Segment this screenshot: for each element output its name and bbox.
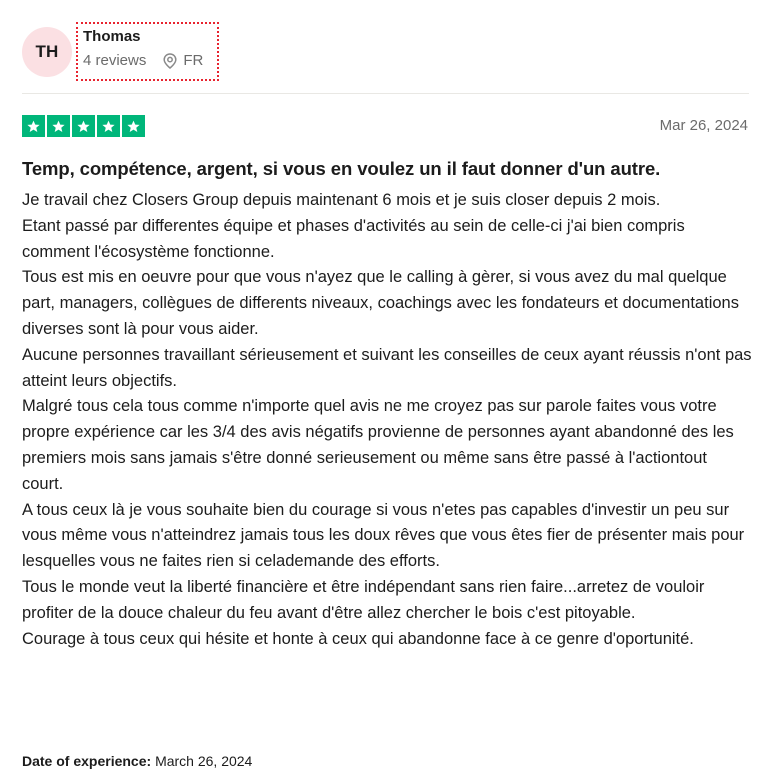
star-icon bbox=[47, 115, 70, 137]
location bbox=[163, 51, 203, 71]
header-divider bbox=[22, 93, 749, 94]
avatar[interactable] bbox=[22, 27, 72, 77]
experience-date: March 26, 2024 bbox=[155, 753, 253, 769]
star-icon bbox=[122, 115, 145, 137]
date-of-experience bbox=[22, 751, 252, 771]
review-title[interactable]: Temp, compétence, argent, si vous en voulez un il faut donner d'un autre. bbox=[22, 158, 661, 179]
consumer-header bbox=[22, 22, 219, 81]
star-rating bbox=[22, 115, 147, 137]
country-code: FR bbox=[183, 52, 204, 69]
avatar-initials: TH bbox=[35, 41, 59, 61]
review-paragraph: Tous le monde veut la liberté financière et être indépendant sans rien faire...arretez de vouloir profiter de la douce chaleur du feu avant d'être allez chercher le bois c'est pitoyable. bbox=[22, 577, 705, 622]
review-paragraph: Aucune personnes travaillant sérieusement et suivant les conseilles de ceux ayant réussis n'ont pas atteint leurs objectifs. bbox=[22, 345, 752, 390]
review-paragraph: A tous ceux là je vous souhaite bien du courage si vous n'etes pas capables d'investir un peu sur vous même vous n'atteindrez jamais tous les doux rêves que vous êtes fier de présenter mais pour lesquelles vous ne faites rien si celademande des efforts. bbox=[22, 500, 745, 571]
consumer-meta bbox=[83, 51, 213, 71]
review-date: Mar 26, 2024 bbox=[659, 117, 748, 134]
review-paragraph: Etant passé par differentes équipe et phases d'activités au sein de celle-ci j'ai bien compris comment l'écosystème fonctionne. bbox=[22, 216, 685, 261]
review-paragraph: Courage à tous ceux qui hésite et honte à ceux qui abandonne face à ce genre d'oportunité. bbox=[22, 629, 694, 648]
consumer-info-link[interactable] bbox=[76, 22, 219, 81]
location-pin-icon bbox=[163, 53, 177, 69]
star-icon bbox=[22, 115, 45, 137]
review-paragraph: Tous est mis en oeuvre pour que vous n'ayez que le calling à gèrer, si vous avez du mal quelque part, managers, collègues de differents niveaux, coachings avec les fondateurs et documentations diverses sont là pour vous aider. bbox=[22, 268, 739, 338]
experience-label: Date of experience: bbox=[22, 753, 152, 769]
review-paragraph: Malgré tous cela tous comme n'importe quel avis ne me croyez pas sur parole faites vous votre propre expérience car les 3/4 des avis négatifs provienne de personnes ayant abandonné des les premiers mois sans jamais s'être donné serieusement ou même sans être passé à l'actiontout court. bbox=[22, 397, 734, 493]
review-body bbox=[22, 188, 752, 652]
review-paragraph: Je travail chez Closers Group depuis maintenant 6 mois et je suis closer depuis 2 mois. bbox=[22, 191, 661, 209]
reviews-count: 4 reviews bbox=[83, 52, 147, 69]
star-icon bbox=[97, 115, 120, 137]
star-icon bbox=[72, 115, 95, 137]
consumer-name[interactable]: Thomas bbox=[83, 28, 141, 45]
